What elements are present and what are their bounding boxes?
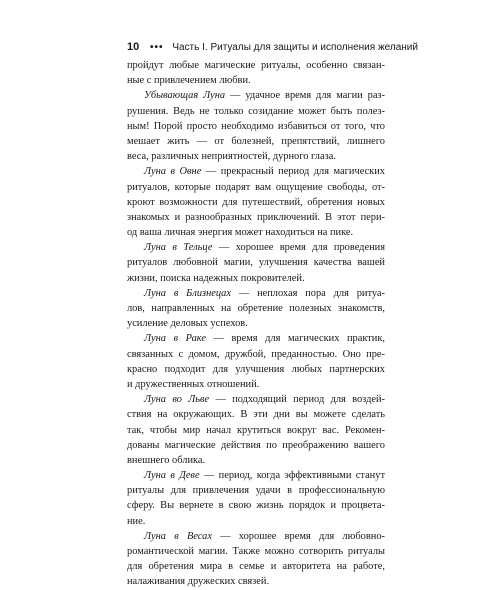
running-title: Часть I. Ритуалы для защиты и исполнения желаний bbox=[172, 42, 418, 53]
line-text: и дружественных отношений. bbox=[127, 378, 260, 390]
text-line bbox=[127, 180, 385, 195]
line-text: ритуалы для привлечения удачи в профессиональную bbox=[127, 485, 385, 497]
running-head bbox=[127, 40, 487, 54]
text-line bbox=[127, 195, 385, 210]
paragraph bbox=[127, 392, 385, 468]
moon-phase-term: Луна в Раке bbox=[144, 333, 206, 345]
text-line bbox=[127, 468, 385, 483]
text-line bbox=[127, 301, 385, 316]
line-text: внешнего облика. bbox=[127, 454, 206, 466]
text-line bbox=[127, 164, 385, 179]
paragraph bbox=[127, 331, 385, 392]
line-text: так, чтобы мир начал крутиться вокруг вас. Рекомен- bbox=[127, 424, 385, 436]
paragraph bbox=[127, 164, 385, 240]
line-text: — хорошее время для любовно- bbox=[211, 530, 385, 542]
text-line bbox=[127, 438, 385, 453]
moon-phase-term: Луна в Деве bbox=[144, 470, 200, 482]
line-text: ные с привлечением любви. bbox=[127, 75, 251, 87]
page-number: 10 bbox=[127, 41, 140, 53]
text-line bbox=[127, 88, 385, 103]
text-line bbox=[127, 377, 385, 392]
line-text: знакомых и разнообразных приключений. В этот пери- bbox=[127, 211, 385, 223]
text-line bbox=[127, 58, 385, 73]
line-text: романтической магии. Также можно сотворить ритуалы bbox=[127, 546, 385, 557]
text-line bbox=[127, 73, 385, 88]
text-line bbox=[127, 104, 385, 119]
paragraph bbox=[127, 529, 385, 590]
text-line bbox=[127, 225, 385, 240]
paragraph bbox=[127, 240, 385, 286]
text-line bbox=[127, 362, 385, 377]
line-text: усиление деловых успехов. bbox=[127, 318, 248, 330]
line-text: — удачное время для магии раз- bbox=[225, 90, 385, 102]
text-line bbox=[127, 210, 385, 225]
line-text: ритуалов, которые подарят вам ощущение свободы, от- bbox=[127, 181, 385, 193]
moon-phase-term: Убывающая Луна bbox=[144, 90, 226, 102]
line-text: ние. bbox=[127, 515, 146, 527]
text-line bbox=[127, 498, 385, 513]
text-line bbox=[127, 119, 385, 134]
line-text: — хорошее время для проведения bbox=[212, 242, 385, 254]
text-line bbox=[127, 544, 385, 559]
line-text: ритуалов любовной магии, улучшения качества вашей bbox=[127, 257, 385, 269]
paragraph bbox=[127, 468, 385, 529]
text-line bbox=[127, 240, 385, 255]
header-bullets: ••• bbox=[150, 42, 164, 53]
moon-phase-term: Луна в Весах bbox=[144, 530, 212, 542]
line-text: мешает жить — от болезней, препятствий, лишнего bbox=[127, 135, 385, 147]
text-line bbox=[127, 423, 385, 438]
text-line bbox=[127, 453, 385, 468]
line-text: — прекрасный период для магических bbox=[201, 166, 385, 178]
body-text bbox=[127, 58, 385, 590]
text-line bbox=[127, 483, 385, 498]
paragraph bbox=[127, 58, 385, 88]
line-text: рушения. Ведь не только созидание может быть полез- bbox=[127, 105, 385, 117]
text-line bbox=[127, 271, 385, 286]
line-text: — период, когда эффективными станут bbox=[199, 470, 385, 482]
line-text: ствия на окружающих. В эти дни вы можете сделать bbox=[127, 409, 385, 421]
line-text: пройдут любые магические ритуалы, особенно связан- bbox=[127, 60, 385, 71]
line-text: ным! Порой просто необходимо избавиться от того, что bbox=[127, 120, 385, 132]
line-text: налаживания дружеских связей. bbox=[127, 576, 270, 588]
paragraph bbox=[127, 88, 385, 164]
line-text: — неплохая пора для ритуа- bbox=[231, 287, 385, 299]
line-text: для обретения мира в семье и авторитета на работе, bbox=[127, 561, 385, 573]
text-line bbox=[127, 407, 385, 422]
text-line bbox=[127, 559, 385, 574]
line-text: красно подходит для улучшения любых партнерских bbox=[127, 363, 385, 375]
paragraph bbox=[127, 286, 385, 332]
text-line bbox=[127, 255, 385, 270]
text-line bbox=[127, 347, 385, 362]
text-line bbox=[127, 331, 385, 346]
line-text: од ваша личная энергия может находиться на пике. bbox=[127, 227, 354, 239]
text-line bbox=[127, 149, 385, 164]
moon-phase-term: Луна в Близнецах bbox=[144, 287, 231, 299]
line-text: кроют возможности для путешествий, обретения новых bbox=[127, 196, 385, 208]
text-line bbox=[127, 529, 385, 544]
text-line bbox=[127, 134, 385, 149]
line-text: — время для магических практик, bbox=[206, 333, 385, 345]
line-text: дованы магические действия по преображению вашего bbox=[127, 439, 385, 451]
line-text: веса, различных неприятностей, дурного глаза. bbox=[127, 151, 336, 163]
line-text: лов, направленных на обретение полезных знакомств, bbox=[127, 303, 385, 314]
text-line bbox=[127, 514, 385, 529]
text-line bbox=[127, 392, 385, 407]
line-text: связанных с домом, дружбой, преданностью. Оно пре- bbox=[127, 348, 385, 360]
moon-phase-term: Луна в Тельце bbox=[144, 242, 213, 254]
text-line bbox=[127, 574, 385, 589]
line-text: сферу. Вы вернете в свою жизнь порядок и процвета- bbox=[127, 500, 385, 512]
line-text: жизни, поиска надежных покровителей. bbox=[127, 272, 305, 284]
line-text: — подходящий период для воздей- bbox=[209, 394, 386, 406]
text-line bbox=[127, 316, 385, 331]
text-line bbox=[127, 286, 385, 301]
moon-phase-term: Луна во Льве bbox=[144, 394, 210, 406]
moon-phase-term: Луна в Овне bbox=[144, 166, 202, 178]
